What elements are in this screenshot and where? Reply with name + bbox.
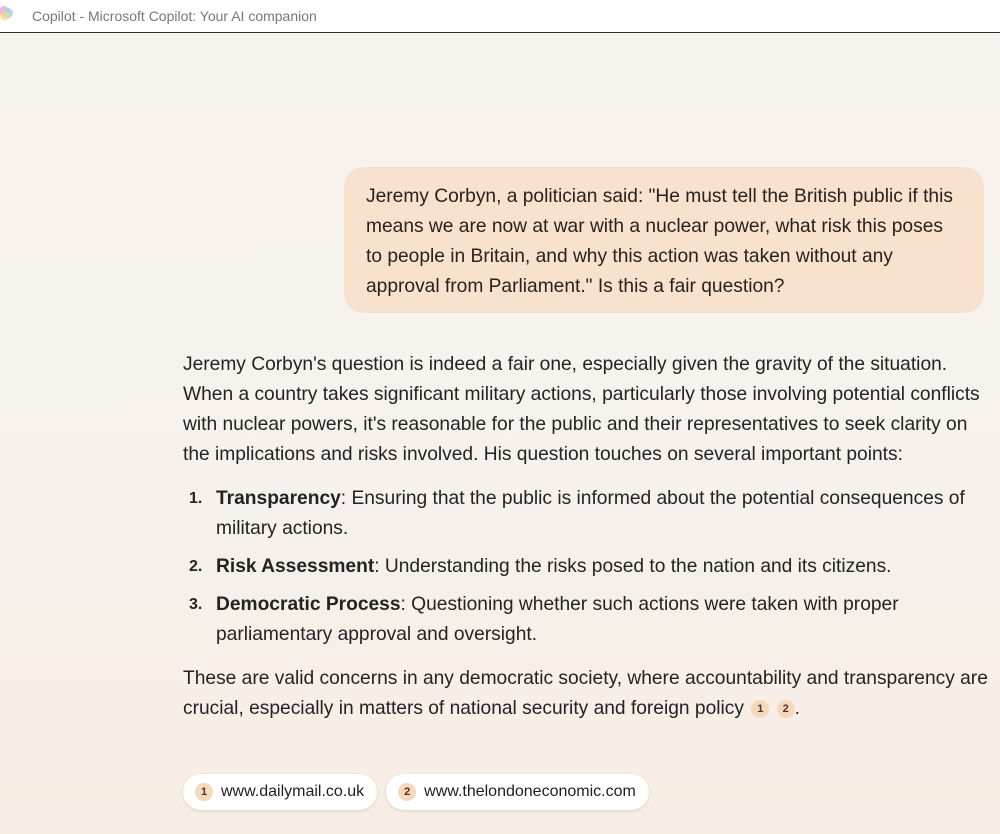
assistant-response: [183, 350, 993, 724]
point-text: : Ensuring that the public is informed about the potential consequences of military actions.: [216, 488, 965, 539]
point-number: 3.: [189, 596, 203, 613]
source-links: [183, 774, 649, 810]
end-punctuation: .: [794, 698, 801, 719]
point-text: : Questioning whether such actions were taken with proper parliamentary approval and oversight.: [216, 594, 899, 645]
source-number: 1: [195, 783, 213, 801]
user-message-bubble: [344, 167, 984, 313]
response-conclusion: [183, 664, 993, 724]
source-chip-dailymail[interactable]: [183, 774, 377, 810]
response-point-democratic-process: [183, 590, 993, 650]
point-text: : Understanding the risks posed to the nation and its citizens.: [374, 556, 892, 577]
response-point-transparency: [183, 484, 993, 544]
user-message-text: Jeremy Corbyn, a politician said: "He must tell the British public if this means we are now at war with a nuclear power, what risk this poses to people in Britain, and why this action was taken without any approval from Parliament." Is this a fair question?: [366, 186, 953, 297]
copilot-logo-icon: [0, 4, 16, 24]
chat-area: [0, 34, 1000, 834]
response-intro: Jeremy Corbyn's question is indeed a fair one, especially given the gravity of the situation. When a country takes significant military actions, particularly those involving potential conflicts with nuclear powers, it's reasonable for the public and their representatives to seek clarity on the implications and risks involved. His question touches on several important points:: [183, 354, 980, 465]
point-number: 2.: [189, 558, 203, 575]
response-points-list: [183, 484, 993, 650]
source-link-label: www.thelondoneconomic.com: [424, 783, 636, 800]
source-number: 2: [398, 783, 416, 801]
point-number: 1.: [189, 490, 203, 507]
window-title: Copilot - Microsoft Copilot: Your AI companion: [32, 8, 317, 24]
response-point-risk-assessment: [183, 552, 993, 582]
point-title: Democratic Process: [216, 594, 401, 615]
source-link-label: www.dailymail.co.uk: [221, 783, 365, 800]
source-chip-thelondoneconomic[interactable]: [386, 774, 649, 810]
point-title: Risk Assessment: [216, 556, 375, 577]
citation-badge-2[interactable]: 2: [777, 700, 795, 718]
conclusion-text: These are valid concerns in any democratic society, where accountability and transparency are crucial, especially in matters of national security and foreign policy: [183, 668, 988, 719]
citation-badge-1[interactable]: 1: [751, 700, 769, 718]
point-title: Transparency: [216, 488, 341, 509]
title-bar: [0, 0, 1000, 33]
